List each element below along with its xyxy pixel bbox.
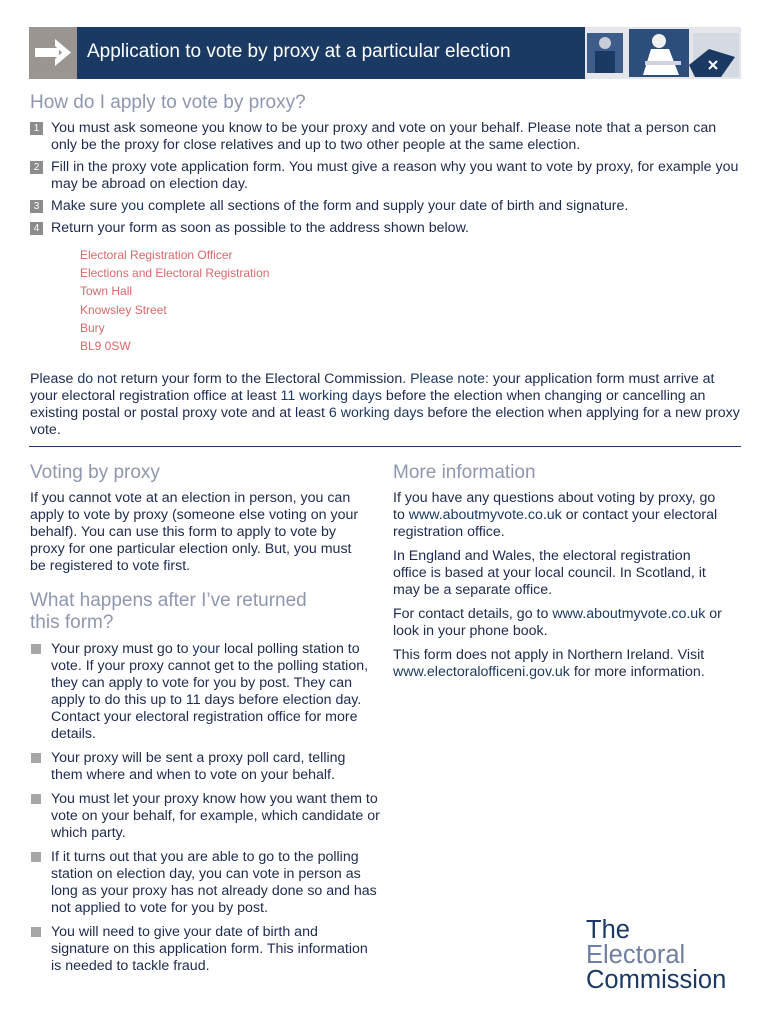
section-divider	[29, 446, 741, 447]
address-line: Town Hall	[80, 284, 133, 299]
step-number: 4	[30, 222, 43, 235]
more-para	[393, 606, 723, 640]
return-address	[80, 246, 269, 355]
step-number: 2	[30, 161, 43, 174]
step-text: Fill in the proxy vote application form. You must give a reason why you want to vote by proxy, for example you may be abroad on election day.	[51, 159, 739, 192]
more-text: for more information.	[569, 664, 705, 680]
more-text: If you have any questions about voting by proxy, go to	[393, 490, 716, 523]
address-line: Bury	[80, 320, 105, 335]
title-bar	[77, 27, 607, 79]
arrow-right-icon	[29, 27, 77, 79]
after-bullets	[30, 641, 380, 982]
bullet-square-icon	[31, 794, 41, 804]
bullet-item	[30, 791, 380, 842]
more-text: or look in your phone book.	[393, 606, 722, 639]
voting-text: If you cannot vote at an election in person, you can apply to vote by proxy (someone else voting on your behalf). You can use this form to apply to vote by proxy for one particular election only. But, you must be registered to vote first.	[30, 490, 359, 574]
step-text-emphasis: you	[121, 198, 145, 214]
bullet-item	[30, 641, 380, 743]
step-1	[30, 120, 742, 154]
note-text: return your form to the Electoral Commission.	[116, 371, 411, 387]
bullet-text: Your proxy must go to	[51, 641, 193, 657]
more-heading: More information	[393, 462, 536, 483]
more-info	[393, 490, 723, 688]
logo-line: Commission	[586, 966, 727, 994]
note-emphasis: 6 working days	[328, 405, 424, 421]
page-title: Application to vote by proxy at a particular election	[87, 41, 511, 62]
address-line: Electoral Registration Officer	[80, 248, 233, 262]
address-line: Elections and Electoral Registration	[80, 266, 270, 281]
electoralofficeni-link[interactable]: www.electoralofficeni.gov.uk	[393, 664, 570, 680]
after-heading-line: What happens after I’ve returned	[30, 590, 307, 611]
note-text: before the election when changing or cancelling an existing postal or postal proxy vote and at least	[30, 388, 706, 421]
more-text: This form does not apply in Northern Ireland. Visit	[393, 647, 705, 663]
step-3	[30, 198, 742, 215]
bullet-item	[30, 849, 380, 917]
aboutmyvote-link[interactable]: www.aboutmyvote.co.uk	[408, 507, 562, 523]
step-text: You must ask someone you know to be your proxy and vote on your behalf. Please note that a person can only be the proxy for close relatives and up to two other people at the same election.	[51, 120, 717, 153]
more-text: For contact details, go to	[393, 606, 553, 622]
bullet-item	[30, 750, 380, 784]
step-text-before: Make sure	[51, 198, 122, 214]
bullet-text: You will need to give your date of birth and signature on this application form. This information is needed to tackle fraud.	[51, 924, 368, 974]
return-note	[30, 371, 745, 439]
bullet-text: Your proxy will be sent a proxy poll card, telling them where and when to vote on your behalf.	[51, 750, 346, 783]
step-text-after: complete all sections of the form and supply your date of birth and signature.	[144, 198, 629, 214]
step-4	[30, 220, 742, 237]
step-number: 1	[30, 122, 43, 135]
voting-heading: Voting by proxy	[30, 462, 160, 483]
note-text: before the election when applying for a new proxy vote.	[30, 405, 740, 438]
note-emphasis: do not	[77, 371, 117, 387]
note-text: your application form must arrive at your electoral registration office at least	[30, 371, 715, 404]
apply-steps	[30, 120, 742, 242]
bullet-square-icon	[31, 927, 41, 937]
logo-line: Electoral	[586, 941, 686, 969]
bullet-emphasis: your	[192, 641, 221, 657]
bullet-square-icon	[31, 852, 41, 862]
apply-heading: How do I apply to vote by proxy?	[30, 92, 306, 113]
more-para	[393, 647, 723, 681]
bullet-square-icon	[31, 644, 41, 654]
bullet-text: local polling station to vote. If your proxy cannot get to the polling station, they can apply to vote for you by post. They can apply to do this up to 11 days before election day. Contact your electoral registration office for more details.	[51, 641, 369, 742]
step-2	[30, 159, 742, 193]
bullet-text: You must let your proxy know how you want them to vote on your behalf, for example, which candidate or which party.	[51, 791, 380, 841]
more-para: In England and Wales, the electoral registration office is based at your local council. In Scotland, it may be a separate office.	[393, 548, 706, 598]
more-para	[393, 490, 723, 541]
step-number: 3	[30, 200, 43, 213]
after-heading-line: this form?	[30, 612, 114, 633]
note-emphasis: 11 working days	[280, 388, 382, 404]
bullet-square-icon	[31, 753, 41, 763]
logo-line: The	[586, 916, 630, 944]
bullet-item	[30, 924, 380, 975]
aboutmyvote-link[interactable]: www.aboutmyvote.co.uk	[552, 606, 706, 622]
voting-illustration	[585, 27, 741, 79]
address-line: BL9 0SW	[80, 339, 131, 354]
more-text: or contact your electoral registration office.	[393, 507, 718, 540]
electoral-commission-logo	[586, 918, 726, 993]
header-banner	[29, 27, 741, 79]
step-text: Return your form as soon as possible to the address shown below.	[51, 220, 469, 236]
after-heading	[30, 590, 307, 634]
address-line: Knowsley Street	[80, 302, 167, 317]
note-emphasis: Please note:	[410, 371, 489, 387]
note-text: Please	[30, 371, 78, 387]
bullet-text: If it turns out that you are able to go to the polling station on election day, you can vote in person as long as your proxy has not already done so and has not applied to vote for you by post.	[51, 849, 377, 916]
